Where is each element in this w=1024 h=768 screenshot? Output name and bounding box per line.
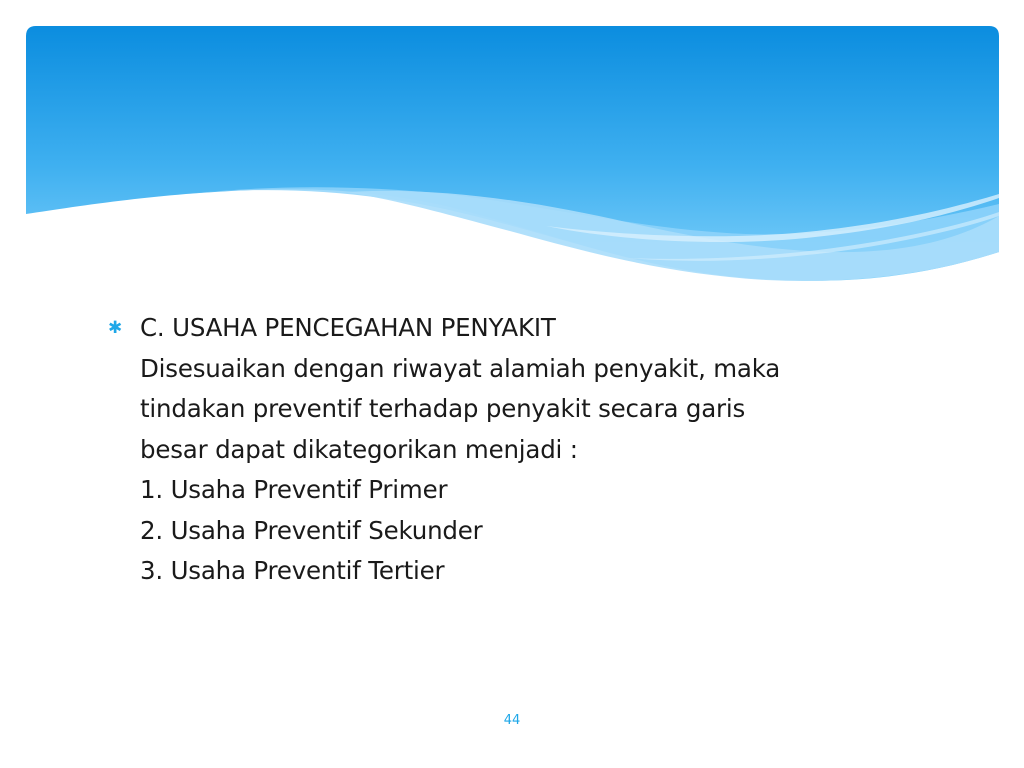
slide-content [108, 308, 928, 592]
body-line: besar dapat dikategorikan menjadi : [140, 434, 578, 464]
bullet-text [140, 308, 928, 592]
list-item: 3. Usaha Preventif Tertier [140, 556, 445, 585]
page-number: 44 [503, 713, 521, 728]
body-line: Disesuaikan dengan riwayat alamiah penyakit, maka [140, 353, 781, 383]
list-item: 2. Usaha Preventif Sekunder [140, 515, 483, 545]
body-line: tindakan preventif terhadap penyakit secara garis [140, 394, 746, 423]
asterisk-icon: ✱ [108, 318, 123, 338]
bullet-item [108, 308, 928, 592]
list-item: 1. Usaha Preventif Primer [140, 475, 448, 504]
section-title: C. USAHA PENCEGAHAN PENYAKIT [140, 313, 556, 342]
header-wave-banner [26, 26, 999, 288]
